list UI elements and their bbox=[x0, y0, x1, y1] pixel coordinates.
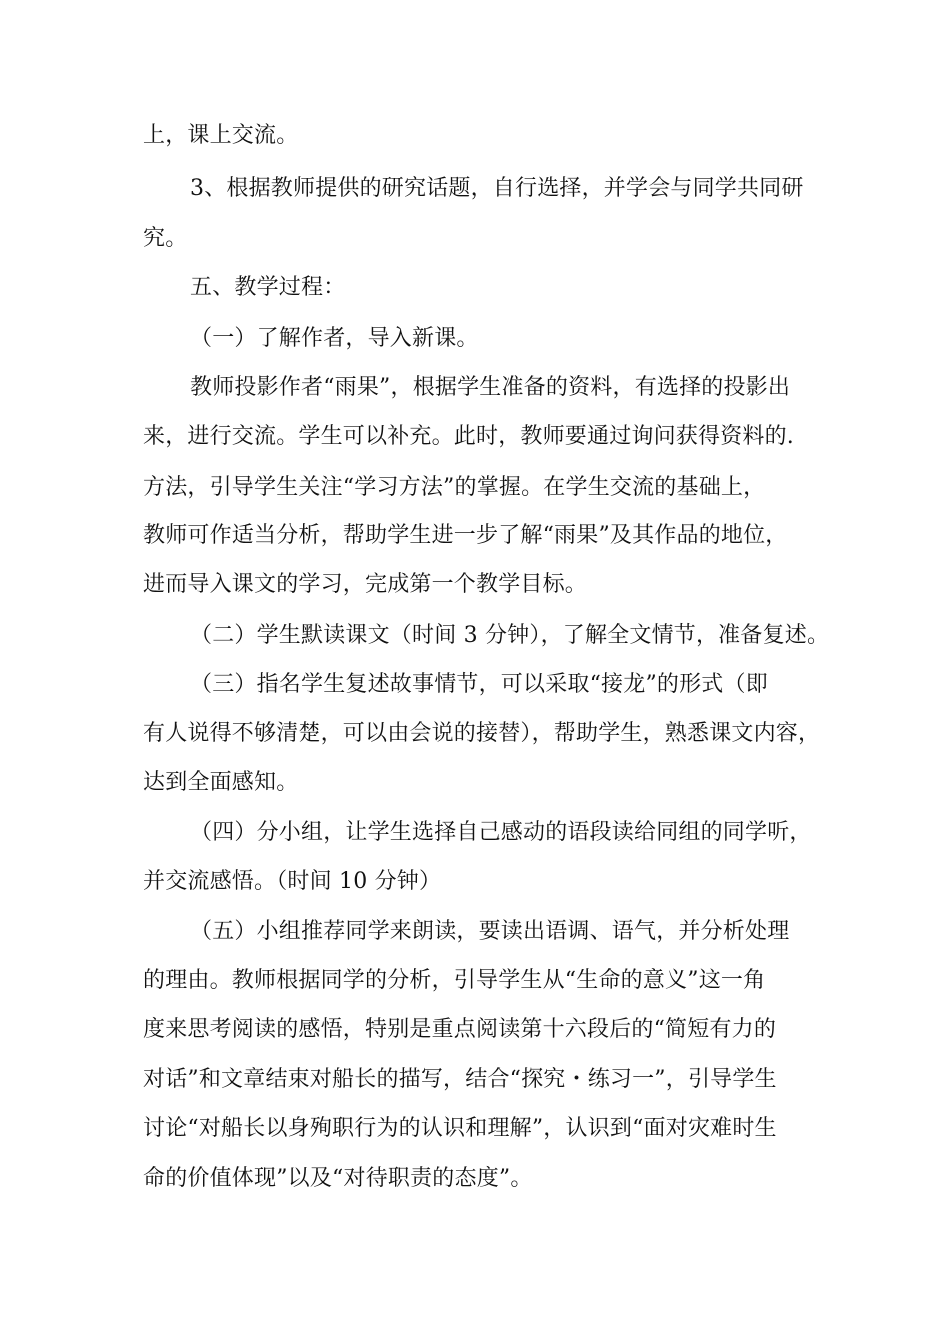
subsection-heading: （一）了解作者，导入新课。 bbox=[190, 326, 479, 351]
text-line: 进而导入课文的学习，完成第一个教学目标。 bbox=[143, 572, 588, 597]
text-line: 教师可作适当分析，帮助学生进一步了解“雨果”及其作品的地位， bbox=[143, 523, 788, 548]
text-line: （四）分小组，让学生选择自己感动的语段读给同组的同学听， bbox=[190, 820, 812, 845]
section-heading: 五、教学过程： bbox=[190, 275, 346, 300]
text-line: 并交流感悟。（时间 10 分钟） bbox=[143, 869, 442, 894]
text-line: 上，课上交流。 bbox=[143, 123, 299, 148]
text-line: 讨论“对船长以身殉职行为的认识和理解”，认识到“面对灾难时生 bbox=[143, 1116, 777, 1141]
text-line: 有人说得不够清楚，可以由会说的接替），帮助学生，熟悉课文内容， bbox=[143, 721, 821, 746]
text-line: 对话”和文章结束对船长的描写，结合“探究・练习一”，引导学生 bbox=[143, 1067, 777, 1092]
text-line: （二）学生默读课文（时间 3 分钟），了解全文情节，准备复述。 bbox=[190, 623, 830, 648]
text-line: 3、根据教师提供的研究话题，自行选择，并学会与同学共同研 bbox=[190, 176, 804, 201]
text-line: 的理由。教师根据同学的分析，引导学生从“生命的意义”这一角 bbox=[143, 968, 766, 993]
text-line: 究。 bbox=[143, 226, 188, 251]
text-line: 教师投影作者“雨果”，根据学生准备的资料，有选择的投影出 bbox=[190, 375, 791, 400]
text-line: （五）小组推荐同学来朗读，要读出语调、语气，并分析处理 bbox=[190, 919, 790, 944]
text-line: 来，进行交流。学生可以补充。此时，教师要通过询问获得资料的. bbox=[143, 424, 794, 449]
text-line: 命的价值体现”以及“对待职责的态度”。 bbox=[143, 1166, 533, 1191]
text-line: 达到全面感知。 bbox=[143, 770, 299, 795]
text-line: 方法，引导学生关注“学习方法”的掌握。在学生交流的基础上， bbox=[143, 475, 766, 500]
text-line: 度来思考阅读的感悟，特别是重点阅读第十六段后的“简短有力的 bbox=[143, 1017, 777, 1042]
text-line: （三）指名学生复述故事情节，可以采取“接龙”的形式（即 bbox=[190, 672, 768, 697]
